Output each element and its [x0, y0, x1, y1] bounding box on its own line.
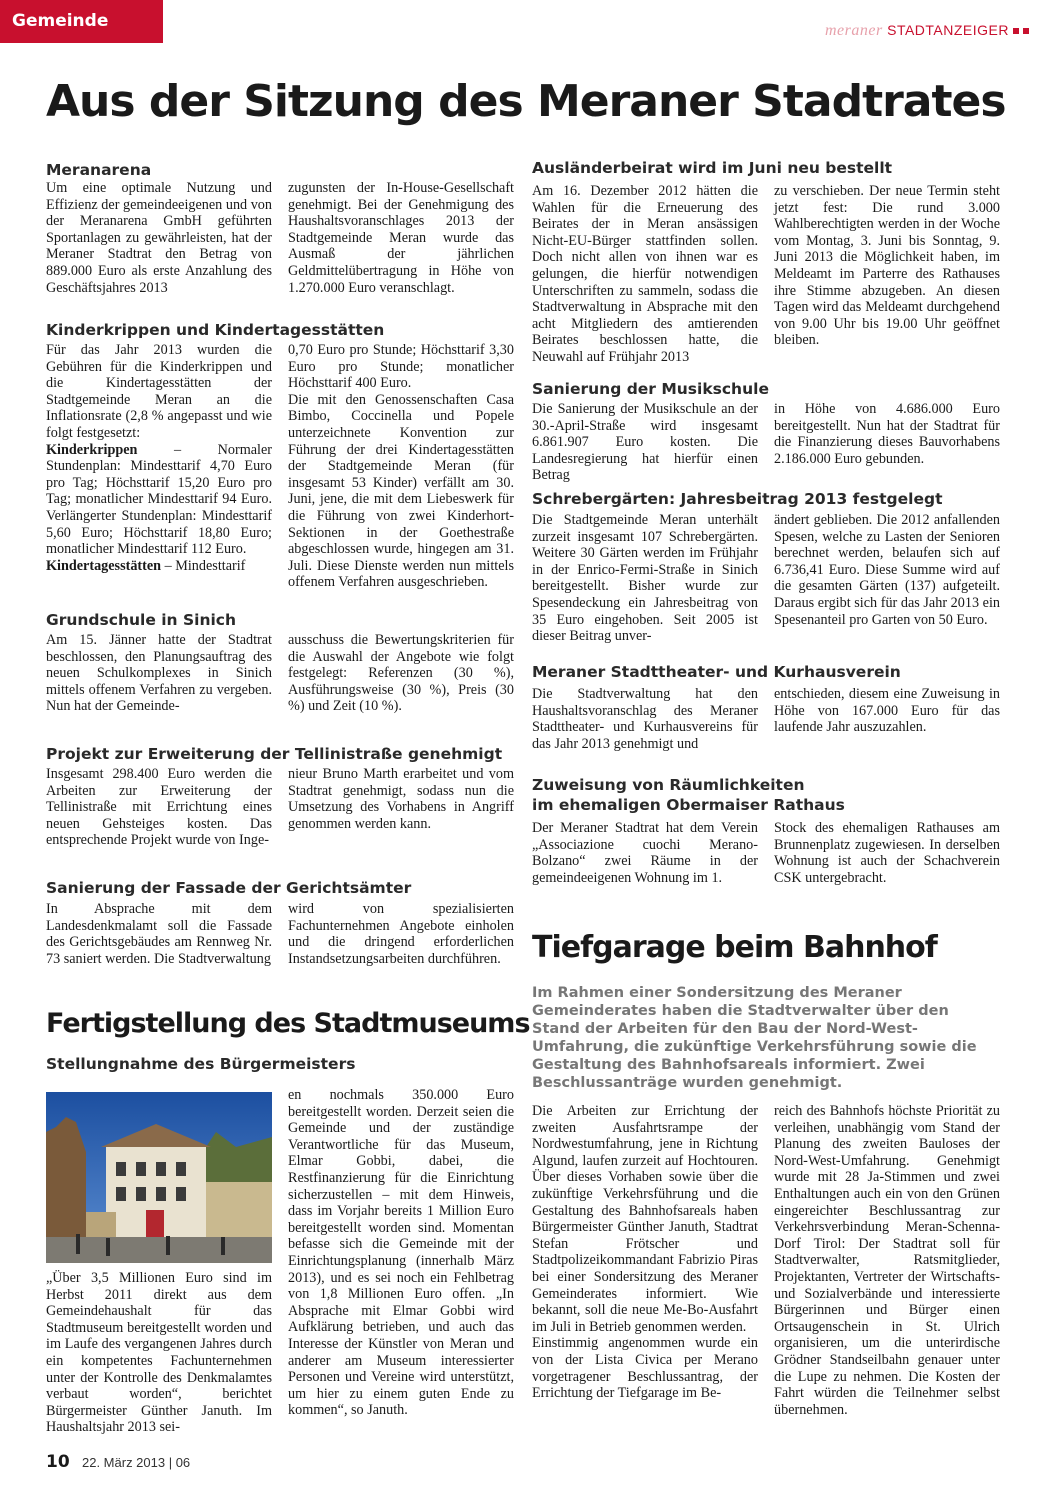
brand-square-icon: [1013, 28, 1019, 34]
auslaender-col1: Am 16. Dezember 2012 hätten die Wahlen für die Erneuerung des Beirates der in Meran ansässigen Nicht-EU-Bürger stattfinden sollen. Doch nicht allen von ihnen war es gelungen, die hierfür notwendigen Unterschriften zu sammeln, sodass die Stadtverwaltung in Absprache mit den acht Mitgliedern des amtierenden Beirates beschlossen hatte, die Neuwahl auf Frühjahr 2013: [532, 183, 758, 365]
brand-light: meraner: [825, 22, 883, 39]
brand-square-icon: [1023, 28, 1029, 34]
tellini-col1: Insgesamt 298.400 Euro werden die Arbeiten zur Erweiterung der Tellinistraße mit Errichtung eines neuen Gehsteiges kosten. Das entsprechende Projekt wurde von Inge-: [46, 766, 272, 849]
tiefgarage-col2: reich des Bahnhofs höchste Priorität zu verleihen, unabhängig vom Stand der Planung des zweiten Bauloses der Nord-West-Umfahrung. Genehmigt wurde mit 28 Ja-Stimmen und zwei Enthaltungen auch ein von den Grünen eingereichter Beschlussantrag zur Verkehrsverbindung Meran-Schenna-Dorf Tirol: Der Stadtrat soll für Stadtverwalter, Ratsmitglieder, Projektanten, Vertreter der Wirtschafts- und Sozialverbände und interessierte Bürgerinnen und Bürger einen Ortsaugenschein in St. Ulrich organisieren, um die unterirdische Grödner Standseilbahn genauer unter die Lupe zu nehmen. Die Kosten der Fahrt würden die Teilnehmer selbst übernehmen.: [774, 1103, 1000, 1418]
auslaender-col2: zu verschieben. Der neue Termin steht jetzt fest: Die rund 3.000 Wahlberechtigten werden in der Woche vom Montag, 3. Juni bis Sonntag, 9. Juni 2013 die Möglichkeit haben, im Meldeamt im Parterre des Rathauses ihre Stimme abzugeben. An diesen Tagen wird das Meldeamt durchgehend von 9.00 Uhr bis 19.00 Uhr geöffnet bleiben.: [774, 183, 1000, 349]
musikschule-title: Sanierung der Musikschule: [532, 380, 769, 398]
tiefgarage-headline: Tiefgarage beim Bahnhof: [532, 930, 937, 965]
meranarena-col2: zugunsten der In-House-Gesellschaft genehmigt. Bei der Genehmigung des Haushaltsvoranschlages 2013 der Stadtgemeinde Meran wurde das Ausmaß der jährlichen Geldmittelübertragung in Höhe von 1.270.000 Euro veranschlagt.: [288, 180, 514, 296]
obermais-title-2: im ehemaligen Obermaiser Rathaus: [532, 796, 845, 814]
tellini-title: Projekt zur Erweiterung der Tellinistraße genehmigt: [46, 745, 503, 763]
schreber-title: Schrebergärten: Jahresbeitrag 2013 festgelegt: [532, 490, 943, 508]
page-number: 10: [46, 1452, 70, 1472]
fassade-col2: wird von spezialisierten Fachunternehmen Angebote einholen und die dringend erforderlichen Instandsetzungsarbeiten durchführen.: [288, 901, 514, 967]
section-tab: Gemeinde: [0, 0, 163, 43]
kindertagesstaetten-text: – Mindesttarif: [161, 557, 246, 574]
museum-building-image: [46, 1092, 272, 1263]
musikschule-col2: in Höhe von 4.686.000 Euro bereitgestellt. Nun hat der Stadtrat für die Finanzierung dieses Bauvorhabens 2.186.000 Euro gebunden.: [774, 401, 1000, 467]
museum-photo: [46, 1092, 272, 1263]
theater-title: Meraner Stadttheater- und Kurhausverein: [532, 663, 901, 681]
meranarena-title: Meranarena: [46, 161, 152, 179]
schreber-col1: Die Stadtgemeinde Meran unterhält zurzeit insgesamt 107 Schrebergärten. Weitere 30 Gärten werden im Frühjahr in der Enrico-Fermi-Straße in Sinich bereitgestellt. Bisher wurde zur Spesendeckung ein Jahresbeitrag von 35 Euro eingehoben. Seit 2005 ist dieser Beitrag unver-: [532, 512, 758, 645]
kinderkrippen-col2-a: 0,70 Euro pro Stunde; Höchsttarif 3,30 Euro pro Stunde; monatlicher Höchsttarif 400 Euro.: [288, 342, 514, 392]
grundschule-col1: Am 15. Jänner hatte der Stadtrat beschlossen, den Planungsauftrag des neuen Schulkomplexes in Sinich mittels offenem Verfahren zu vergeben. Nun hat der Gemeinde-: [46, 632, 272, 715]
page-headline: Aus der Sitzung des Meraner Stadtrates: [46, 76, 1006, 127]
tellini-col2: nieur Bruno Marth erarbeitet und vom Stadtrat genehmigt, sodass nun die Umsetzung des Vorhabens in Angriff genommen werden kann.: [288, 766, 514, 832]
grundschule-title: Grundschule in Sinich: [46, 611, 237, 629]
obermais-col2: Stock des ehemaligen Rathauses am Brunnenplatz zugewiesen. In derselben Wohnung ist auch der Schachverein CSK untergebracht.: [774, 820, 1000, 886]
theater-col1: Die Stadtverwaltung hat den Haushaltsvoranschlag des Meraner Stadttheater- und Kurhausvereins für das Jahr 2013 genehmigt und: [532, 686, 758, 752]
kinderkrippen-title: Kinderkrippen und Kindertagesstätten: [46, 321, 385, 339]
museum-col1: „Über 3,5 Millionen Euro sind im Herbst 2011 direkt aus dem Gemeindehaushalt für das Stadtmuseum bereitgestellt worden und im Laufe des vergangenen Jahres durch ein kompetentes Fachunternehmen unter der Kontrolle des Denkmalamtes verbaut worden“, berichtet Bürgermeister Günther Januth. Im Haushaltsjahr 2013 sei-: [46, 1270, 272, 1436]
kindertagesstaetten-label: Kindertagesstätten: [46, 557, 162, 574]
museum-headline: Fertigstellung des Stadtmuseums: [46, 1008, 530, 1039]
museum-col2: en nochmals 350.000 Euro bereitgestellt worden. Derzeit seien die Gemeinde und der zuständige Verantwortliche für das Museum, Elmar Gobbi, dabei, die Restfinanzierung für die Einrichtung sicherzustellen – mit dem Hinweis, dass im Vorjahr bereits 1 Million Euro bereitgestellt worden sind. Momentan befasse sich die Gemeinde mit der Einrichtungsplanung (innerhalb März 2013), und es sei noch ein Fehlbetrag von 1,8 Millionen Euro offen. „In Absprache mit Elmar Gobbi wird Aufklärung betrieben, und auch das Interesse der Künstler von Meran und anderer am Museum interessierter Personen und Vereine wird unterstützt, um hier zu einem guten Ende zu kommen“, so Januth.: [288, 1087, 514, 1419]
brand-bold: STADTANZEIGER: [887, 22, 1009, 38]
kinderkrippen-col1: [46, 342, 272, 574]
auslaender-title: Ausländerbeirat wird im Juni neu bestellt: [532, 159, 893, 177]
tiefgarage-lead: Im Rahmen einer Sondersitzung des Meraner Gemeinderates haben die Stadtverwalter über den Stand der Arbeiten für den Bau der Nord-West-Umfahrung, die zukünftige Verkehrsführung sowie die Gestaltung des Bahnhofsareals informiert. Zwei Beschlussanträge wurden genehmigt.: [532, 985, 977, 1091]
fassade-col1: In Absprache mit dem Landesdenkmalamt soll die Fassade des Gerichtsgebäudes am Rennweg Nr. 73 saniert werden. Die Stadtverwaltung: [46, 901, 272, 967]
meranarena-col1: Um eine optimale Nutzung und Effizienz der gemeindeeigenen und von der Meranarena GmbH geführten Sportanlagen zu gewährleisten, hat der Meraner Stadtrat den Betrag von 889.000 Euro als erste Anzahlung des Geschäftsjahres 2013: [46, 180, 272, 296]
musikschule-col1: Die Sanierung der Musikschule an der 30.-April-Straße wird insgesamt 6.861.907 Euro kosten. Die Landesregierung hat hierfür einen Betrag: [532, 401, 758, 484]
obermais-title-1: Zuweisung von Räumlichkeiten: [532, 776, 805, 794]
obermais-col1: Der Meraner Stadtrat hat dem Verein „Associazione cuochi Merano-Bolzano“ zwei Räume in der gemeindeeigenen Wohnung im 1.: [532, 820, 758, 886]
kinderkrippen-text: – Normaler Stundenplan: Mindesttarif 4,70 Euro pro Tag; Höchsttarif 15,20 Euro pro Tag; monatlicher Mindesttarif 94 Euro. Verlängerter Stundenplan: Mindesttarif 5,60 Euro; Höchsttarif 18,80 Euro; monatlicher Mindesttarif 112 Euro.: [46, 441, 272, 558]
tiefgarage-col1-b: Einstimmig angenommen wurde ein von der Lista Civica per Merano vorgetragener Beschlussantrag, der Errichtung der Tiefgarage im Be-: [532, 1335, 758, 1402]
kinderkrippen-col2-b: Die mit den Genossenschaften Casa Bimbo, Coccinella und Popele unterzeichnete Konvention zur Führung der drei Kindertagesstätten der Stadtgemeinde Meran (für insgesamt 53 Kinder) verfällt am 30. Juni, jene, die mit dem Liebeswerk für die Führung von zwei Kinderhort-Sektionen in der Goethestraße abgeschlossen wurde, hingegen am 31. Juli. Diese Dienste werden nun mittels offenem Verfahren ausgeschrieben.: [288, 391, 514, 591]
kinderkrippen-label: Kinderkrippen: [46, 441, 138, 458]
theater-col2: entschieden, diesem eine Zuweisung in Höhe von 167.000 Euro für das laufende Jahr auszuzahlen.: [774, 686, 1000, 736]
kinderkrippen-col2: [288, 342, 514, 591]
tiefgarage-col1: [532, 1103, 758, 1402]
brand-logo: [825, 22, 1029, 40]
grundschule-col2: ausschuss die Bewertungskriterien für die Auswahl der Angebote wie folgt festgelegt: Referenzen (30 %), Ausführungsweise (30 %), Preis (30 %) und Zeit (10 %).: [288, 632, 514, 715]
schreber-col2: ändert geblieben. Die 2012 anfallenden Spesen, welche zu Lasten der Senioren berechnet werden, belaufen sich auf 6.736,41 Euro. Diese Summe wird auf die gesamten Gärten (137) aufgeteilt. Daraus ergibt sich für das Jahr 2013 ein Spesenanteil pro Garten von 50 Euro.: [774, 512, 1000, 628]
fassade-title: Sanierung der Fassade der Gerichtsämter: [46, 879, 412, 897]
tiefgarage-col1-a: Die Arbeiten zur Errichtung der zweiten Ausfahrtsrampe der Nordwestumfahrung, jene in Richtung Algund, laufen zurzeit auf Hochtouren. Über dieses Vorhaben sowie über die zukünftige Verkehrsführung und die Gestaltung des Bahnhofsareals haben Bürgermeister Günther Januth, Stadtrat Stefan Frötscher und Stadtpolizeikommandant Fabrizio Piras bei einer Sondersitzung des Meraner Gemeinderates informiert. Wie bekannt, soll die neue Me-Bo-Ausfahrt im Juli in Betrieb genommen werden.: [532, 1103, 758, 1335]
issue-date: 22. März 2013 | 06: [82, 1455, 191, 1470]
kinderkrippen-intro: Für das Jahr 2013 wurden die Gebühren für die Kinderkrippen und die Kindertagesstätten der Stadtgemeinde Meran an die Inflationsrate (2,8 % angepasst und wie folgt festgesetzt:: [46, 342, 272, 441]
museum-subtitle: Stellungnahme des Bürgermeisters: [46, 1055, 356, 1073]
